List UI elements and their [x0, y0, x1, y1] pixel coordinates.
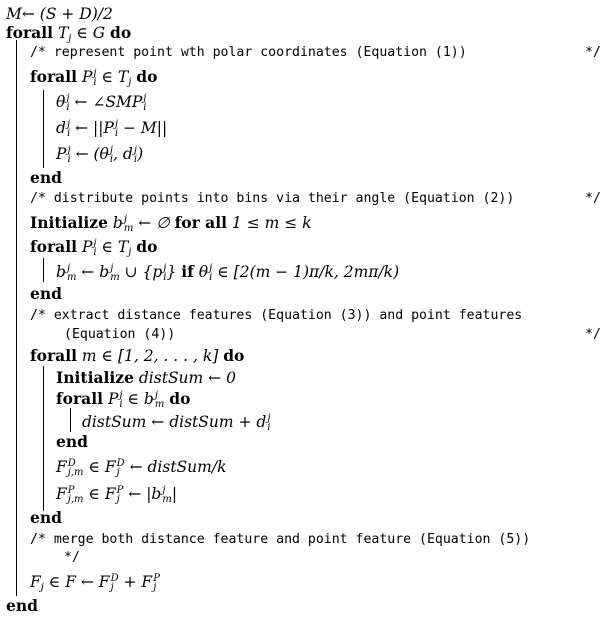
algo-line-17 — [56, 368, 236, 388]
keyword-do: do — [110, 23, 132, 42]
sub: j — [110, 582, 114, 593]
expr: ← |b — [123, 485, 162, 503]
sub: j,m — [67, 494, 84, 505]
expr: ∈ b — [122, 390, 154, 408]
supsub — [162, 486, 171, 504]
supsub — [267, 414, 270, 432]
algo-line-8 — [30, 168, 62, 188]
sub: m — [110, 272, 120, 283]
expr: distSum ← distSum + d — [82, 413, 267, 431]
comment-end-1 — [585, 43, 601, 63]
sup: j — [67, 145, 71, 156]
sup: D — [110, 573, 119, 584]
expr: } — [166, 263, 182, 281]
sup: j — [119, 390, 123, 401]
supsub — [111, 574, 119, 592]
algo-line-5: θ j i ← ∠SMP j i — [56, 93, 147, 113]
sub: j — [116, 467, 120, 478]
algo-line-18 — [56, 389, 190, 409]
comment-text: /* distribute points into bins via their angle (Equation (2)) — [30, 191, 515, 206]
sub: j,m — [67, 467, 84, 478]
sub: i — [119, 399, 123, 410]
sub: j — [128, 77, 132, 88]
supsub — [67, 120, 70, 138]
algo-line-26 — [30, 572, 160, 592]
expr: ∪ {p — [119, 263, 163, 281]
keyword-end: end — [30, 508, 62, 527]
algo-line-12 — [56, 262, 399, 282]
supsub — [153, 574, 160, 592]
expr: distSum ← 0 — [133, 369, 236, 387]
algo-line-7: P j i ← (θ j i , d j i ) — [56, 145, 144, 165]
expr: ∈ G — [71, 24, 111, 42]
expr: + F — [118, 573, 153, 591]
comment-polar — [30, 43, 467, 63]
comment-end-2 — [585, 189, 601, 209]
expr: ∈ F ← F — [43, 573, 110, 591]
comment-close: */ — [585, 327, 601, 342]
expr: P — [81, 238, 93, 256]
expr: ← distSum/k — [124, 458, 227, 476]
supsub — [66, 94, 69, 112]
keyword-forall: forall — [30, 346, 77, 365]
expr: ∈ [2(m − 1)π/k, 2mπ/k) — [212, 263, 400, 281]
sub: i — [109, 154, 114, 165]
sup: j — [114, 119, 118, 130]
expr: ∈ T — [96, 238, 129, 256]
supsub — [68, 486, 84, 504]
sup: j — [123, 214, 127, 225]
algo-line-6: d j i ← ||P j i − M|| — [56, 119, 168, 139]
sub: i — [93, 77, 97, 88]
keyword-end: end — [30, 284, 62, 303]
supsub — [68, 459, 84, 477]
algo-line-2 — [6, 23, 131, 43]
supsub — [67, 264, 76, 282]
algo-line-22 — [56, 484, 177, 504]
sub: j — [153, 582, 157, 593]
sup: j — [66, 119, 71, 130]
sup: j — [209, 263, 213, 274]
sub: i — [143, 102, 147, 113]
algo-line-13 — [30, 284, 62, 304]
sup: j — [66, 263, 71, 274]
keyword-do: do — [223, 346, 245, 365]
sub: j — [68, 33, 72, 44]
assign-M: M← (S + D)/2 — [6, 5, 113, 23]
comment-end-3 — [585, 325, 601, 345]
keyword-do: do — [136, 237, 158, 256]
sup: P — [116, 485, 124, 496]
expr: F — [56, 485, 67, 503]
sup: j — [267, 413, 271, 424]
sup: j — [66, 93, 70, 104]
keyword-do: do — [169, 389, 191, 408]
sup: j — [133, 145, 137, 156]
comment-text: /* represent point wth polar coordinates (Equation (1)) — [30, 45, 467, 60]
sup: j — [93, 68, 97, 79]
supsub — [67, 146, 70, 164]
indent-bar-forall-4 — [70, 408, 71, 432]
expr: F — [56, 458, 67, 476]
comment-close: */ — [585, 45, 601, 60]
indent-bar-outer — [16, 40, 17, 596]
sub: i — [133, 154, 138, 165]
sub: i — [163, 272, 167, 283]
expr: P — [107, 390, 119, 408]
sub: i — [93, 247, 97, 258]
supsub — [155, 391, 164, 409]
keyword-forall: forall — [56, 389, 103, 408]
keyword-initialize: Initialize — [56, 368, 134, 387]
expr: | — [171, 485, 178, 503]
sup: D — [116, 458, 125, 469]
algo-line-1 — [6, 4, 113, 24]
comment-bins — [30, 189, 514, 209]
keyword-for-all: for all — [174, 213, 227, 232]
expr: ← ∅ — [133, 214, 175, 232]
sub: i — [67, 154, 71, 165]
sup: j — [110, 263, 114, 274]
sub: i — [114, 128, 119, 139]
algo-line-23 — [30, 508, 62, 528]
sub: j — [128, 247, 132, 258]
indent-bar-forall-2 — [43, 258, 44, 282]
sup: j — [109, 145, 113, 156]
comment-text: /* extract distance features (Equation (3)) and point features — [30, 308, 523, 323]
expr: m ∈ [1, 2, . . . , k] — [77, 347, 224, 365]
keyword-forall: forall — [30, 237, 77, 256]
algo-line-11 — [30, 237, 157, 257]
comment-text: /* merge both distance feature and point feature (Equation (5)) — [30, 532, 531, 547]
supsub — [110, 146, 113, 164]
sub: i — [209, 272, 213, 283]
expr: 1 ≤ m ≤ k — [226, 214, 312, 232]
supsub — [110, 264, 119, 282]
keyword-if: if — [181, 262, 194, 281]
supsub — [115, 120, 118, 138]
indent-bar-forall-3 — [43, 366, 44, 511]
comment-merge — [30, 530, 530, 550]
comment-text: (Equation (4)) — [64, 327, 176, 342]
sub: m — [154, 399, 165, 410]
keyword-end: end — [30, 168, 62, 187]
keyword-forall: forall — [30, 67, 77, 86]
keyword-end: end — [56, 432, 88, 451]
sup: j — [93, 238, 97, 249]
supsub — [124, 215, 133, 233]
expr: b — [56, 263, 66, 281]
supsub — [143, 94, 146, 112]
algo-line-10 — [30, 213, 312, 233]
comment-close: */ — [64, 550, 80, 565]
sub: i — [66, 102, 70, 113]
expr: ∈ F — [83, 485, 116, 503]
sub: i — [267, 422, 271, 433]
algo-line-16 — [30, 346, 244, 366]
sup: P — [67, 485, 75, 496]
algo-line-4 — [30, 67, 157, 87]
comment-extract-cont — [64, 325, 175, 345]
sub: m — [123, 223, 134, 234]
supsub — [117, 459, 125, 477]
keyword-forall: forall — [6, 23, 53, 42]
comment-extract — [30, 306, 522, 326]
algo-line-21 — [56, 457, 226, 477]
expr: P — [81, 68, 93, 86]
expr: b — [112, 214, 123, 232]
expr: T — [57, 24, 69, 42]
sub: m — [66, 272, 77, 283]
expr: θ — [193, 263, 209, 281]
algo-line-19 — [82, 412, 271, 432]
indent-bar-forall-1 — [43, 90, 44, 168]
keyword-initialize: Initialize — [30, 213, 108, 232]
sup: D — [67, 458, 76, 469]
expr: ← b — [76, 263, 110, 281]
sub: m — [162, 494, 172, 505]
sub: j — [116, 494, 120, 505]
expr: F — [30, 573, 41, 591]
sup: j — [143, 93, 147, 104]
sub: j — [40, 582, 44, 593]
expr: ∈ F — [83, 458, 116, 476]
expr: ∈ T — [96, 68, 129, 86]
sup: P — [153, 573, 160, 584]
sup: j — [163, 263, 167, 274]
supsub — [134, 146, 137, 164]
keyword-end: end — [6, 596, 38, 615]
comment-close: */ — [585, 191, 601, 206]
comment-merge-end — [64, 548, 80, 568]
algo-line-27 — [6, 596, 38, 616]
sub: i — [66, 128, 71, 139]
sup: j — [162, 485, 166, 496]
keyword-do: do — [136, 67, 158, 86]
sup: j — [154, 390, 158, 401]
algo-line-20 — [56, 432, 88, 452]
